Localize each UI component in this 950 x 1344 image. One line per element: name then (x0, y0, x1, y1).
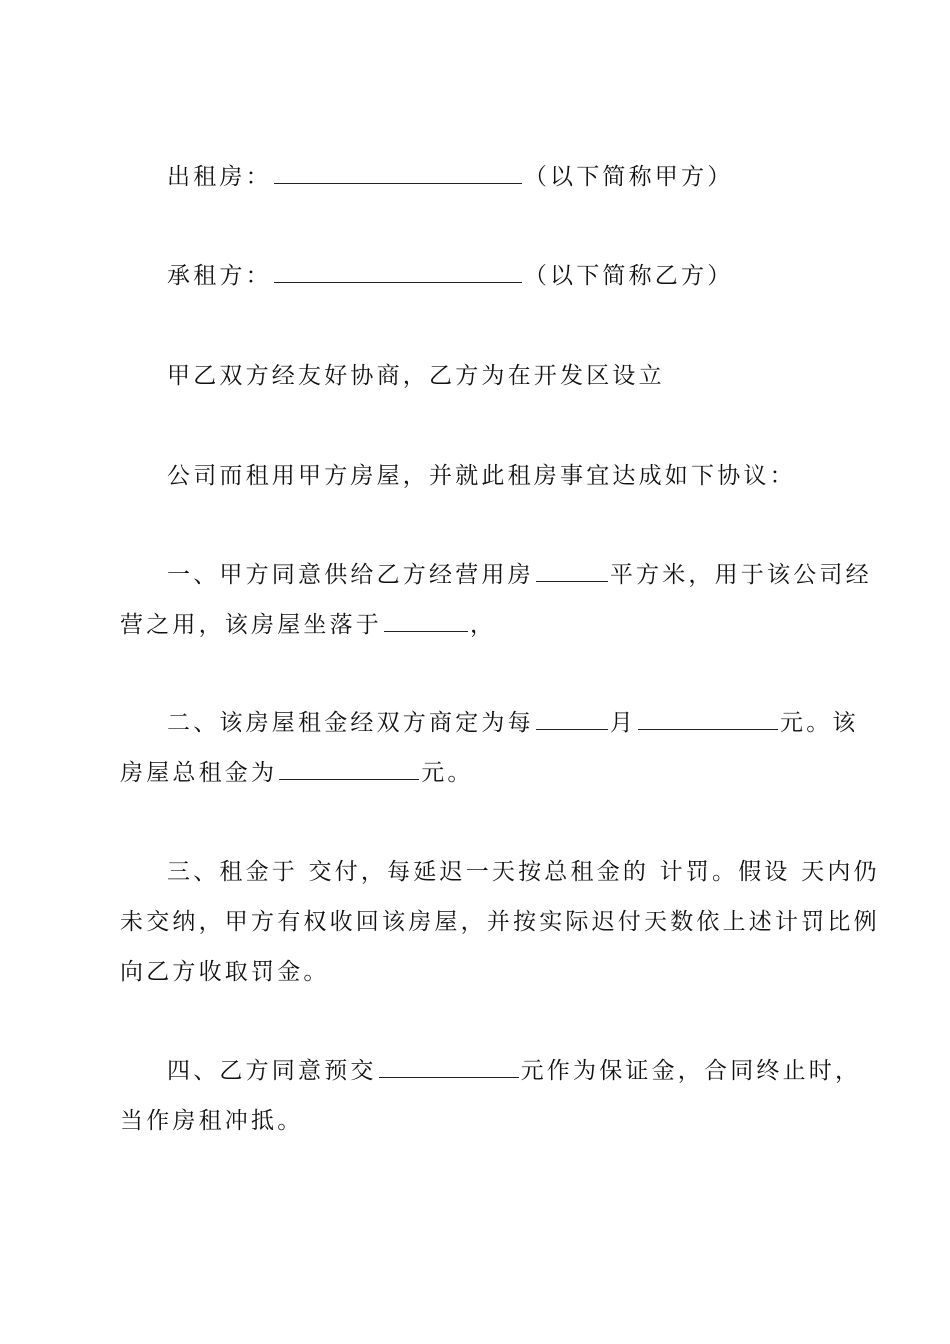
clause4-text-b: 元作为保证金，合同终止时， (520, 1058, 862, 1084)
intro-line-1: 甲乙双方经友好协商，乙方为在开发区设立 (167, 363, 665, 389)
clause2-line-1 (167, 707, 879, 739)
clause3-line-1: 三、租金于 交付，每延迟一天按总租金的 计罚。假设 天内仍 (167, 859, 880, 885)
lessee-blank[interactable] (274, 260, 522, 283)
clause1-text-d: ， (470, 612, 497, 638)
intro-line-2: 公司而租用甲方房屋，并就此租房事宜达成如下协议： (167, 463, 796, 489)
clause2-text-a: 二、该房屋租金经双方商定为每 (167, 710, 534, 736)
lessor-suffix: （以下简称甲方） (523, 164, 734, 190)
clause1-text-c: 营之用，该房屋坐落于 (120, 612, 382, 638)
clause3-line-3: 向乙方收取罚金。 (120, 959, 330, 985)
clause2-text-d: 房屋总租金为 (120, 760, 278, 786)
total-rent-blank[interactable] (279, 757, 419, 780)
deposit-blank[interactable] (379, 1055, 519, 1078)
clause2-text-c: 元。该 (780, 710, 859, 736)
location-blank[interactable] (384, 609, 468, 632)
period-blank[interactable] (536, 707, 608, 730)
lessor-label: 出租房： (167, 164, 272, 190)
clause2-text-e: 元。 (421, 760, 474, 786)
lessor-blank[interactable] (274, 161, 522, 184)
lessee-suffix: （以下简称乙方） (523, 263, 734, 289)
clause4-line-2: 当作房租冲抵。 (120, 1108, 304, 1134)
clause4-line-1 (167, 1055, 879, 1087)
clause1-line-1 (167, 559, 879, 591)
lessee-line (167, 260, 879, 292)
clause2-text-b: 月 (609, 710, 637, 736)
clause1-line-2 (120, 609, 832, 641)
clause2-line-2 (120, 757, 832, 789)
clause1-text-a: 一、甲方同意供给乙方经营用房 (167, 562, 534, 588)
rent-amount-blank[interactable] (638, 707, 778, 730)
area-blank[interactable] (536, 559, 608, 582)
clause3-line-2: 未交纳，甲方有权收回该房屋，并按实际迟付天数依上述计罚比例 (120, 909, 880, 935)
clause1-text-b: 平方米，用于该公司经 (609, 562, 872, 588)
clause4-text-a: 四、乙方同意预交 (167, 1058, 377, 1084)
lessee-label: 承租方： (167, 263, 272, 289)
lessor-line (167, 161, 879, 193)
